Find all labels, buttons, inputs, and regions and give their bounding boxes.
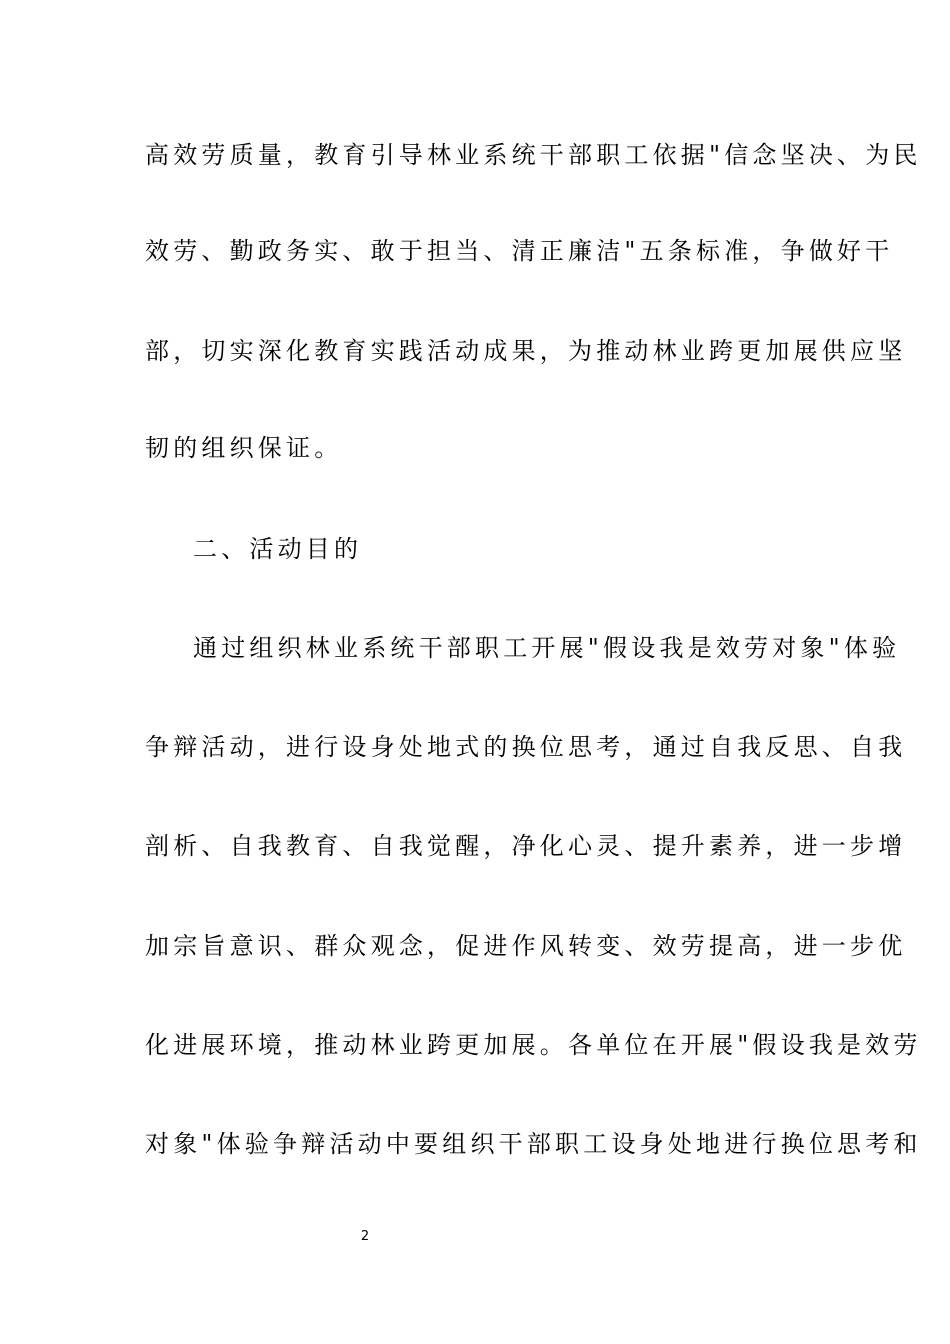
paragraph-line: 对象"体验争辩活动中要组织干部职工设身处地进行换位思考和 <box>145 1130 922 1158</box>
paragraph-line: 争辩活动，进行设身处地式的换位思考，通过自我反思、自我 <box>145 733 907 761</box>
section-heading: 二、活动目的 <box>193 535 363 563</box>
paragraph-line: 剖析、自我教育、自我觉醒，净化心灵、提升素养，进一步增 <box>145 832 907 860</box>
page-number: 2 <box>360 1229 370 1244</box>
paragraph-line: 部，切实深化教育实践活动成果，为推动林业跨更加展供应坚 <box>145 337 907 365</box>
paragraph-line: 高效劳质量，教育引导林业系统干部职工依据"信念坚决、为民 <box>145 141 922 169</box>
paragraph-line: 韧的组织保证。 <box>145 434 343 462</box>
paragraph-line: 效劳、勤政务实、敢于担当、清正廉洁"五条标准，争做好干 <box>145 237 894 265</box>
paragraph-line: 化进展环境，推动林业跨更加展。各单位在开展"假设我是效劳 <box>145 1031 922 1059</box>
paragraph-line: 通过组织林业系统干部职工开展"假设我是效劳对象"体验 <box>193 634 901 662</box>
paragraph-line: 加宗旨意识、群众观念，促进作风转变、效劳提高，进一步优 <box>145 932 907 960</box>
